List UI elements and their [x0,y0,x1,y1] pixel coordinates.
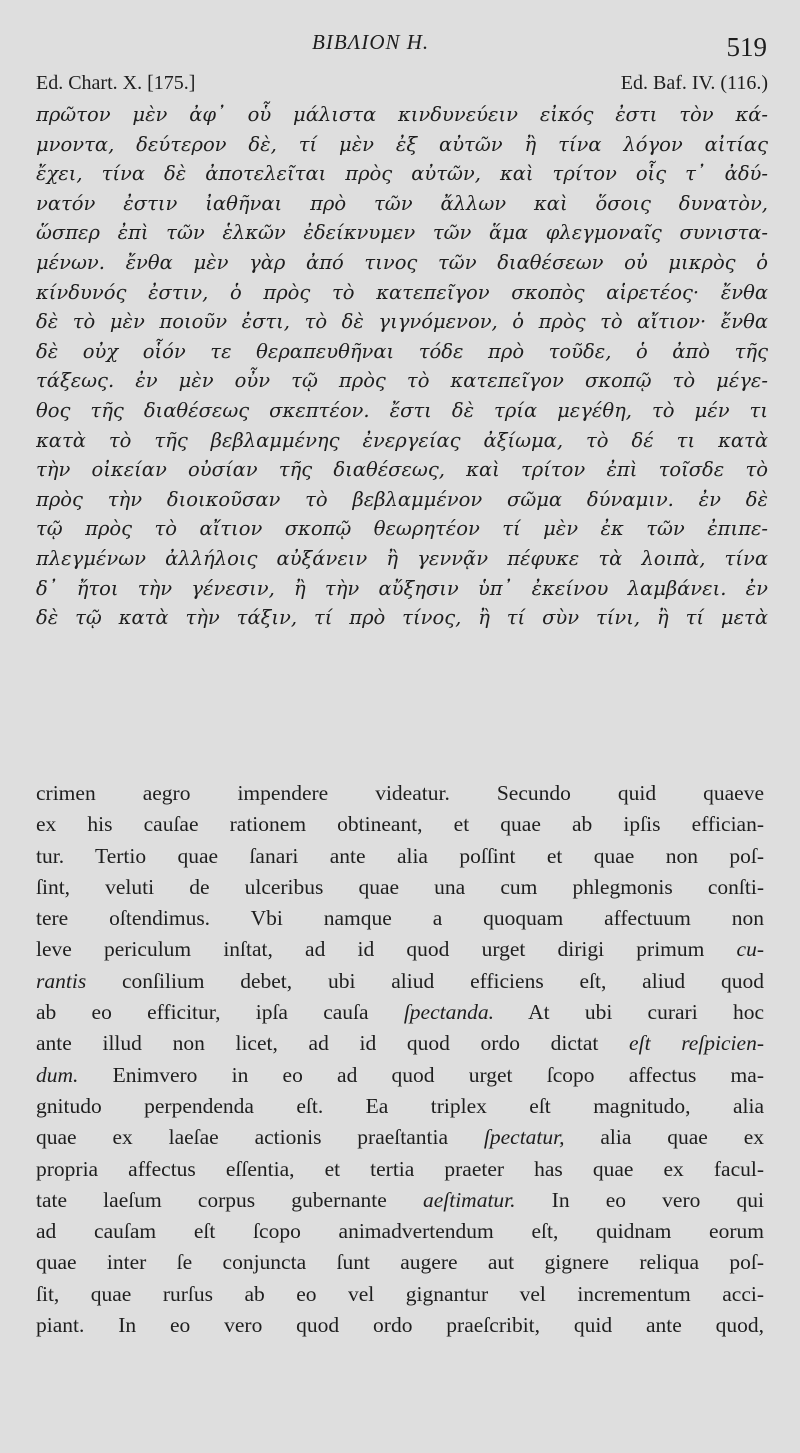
latin-text-line [36,1091,764,1122]
latin-segment: ſit, quae rurſus ab eo vel gignantur vel incrementum acci- [36,1281,764,1306]
latin-segment: Enimvero in eo ad quod urget ſcopo affectus ma- [78,1062,764,1087]
latin-segment: ſint, veluti de ulceribus quae una cum phlegmonis conſti- [36,874,764,899]
greek-text-line: ὥσπερ ἐπὶ τῶν ἑλκῶν ἐδείκνυμεν τῶν ἅμα φλεγμοναῖς συνιστα- [36,221,768,245]
greek-text-block [36,100,768,633]
latin-text-line [36,1185,764,1216]
latin-segment: tate laeſum corpus gubernante [36,1187,423,1212]
greek-text-line: τάξεως. ἐν μὲν οὖν τῷ πρὸς τὸ κατεπεῖγον σκοπῷ τὸ μέγε- [36,369,768,393]
latin-segment: tur. Tertio quae ſanari ante alia poſſint et quae non poſ- [36,843,764,868]
latin-text-line [36,934,764,965]
latin-text-line [36,778,764,809]
latin-text-line [36,809,764,840]
greek-text-line: δὲ τῷ κατὰ τὴν τάξιν, τί πρὸ τίνος, ἢ τί σὺν τίνι, ἢ τί μετὰ [36,606,768,630]
greek-text-line: δ᾽ ἤτοι τὴν γένεσιν, ἢ τὴν αὔξησιν ὑπ᾽ ἐκείνου λαμβάνει. ἐν [36,576,768,600]
book-title: ΒΙΒΛΙΟΝ Η. [312,30,430,54]
latin-text-line [36,997,764,1028]
latin-text-line [36,903,764,934]
latin-segment: quae inter ſe conjuncta ſunt augere aut gignere reliqua poſ- [36,1250,764,1275]
latin-segment: In eo vero qui [515,1187,764,1212]
greek-text-line: δὲ τὸ μὲν ποιοῦν ἐστι, τὸ δὲ γιγνόμενον, ὁ πρὸς τὸ αἴτιον· ἔνθα [36,310,768,334]
latin-segment: ante illud non licet, ad id quod ordo dictat [36,1031,630,1056]
latin-segment: piant. In eo vero quod ordo praeſcribit, quid ante quod, [36,1313,764,1338]
latin-text-line [36,1310,764,1341]
greek-text-line: πλεγμένων ἀλλήλοις αὐξάνειν ἢ γεννᾷν πέφυκε τὰ λοιπὰ, τίνα [36,546,768,570]
latin-segment: gnitudo perpendenda eſt. Ea triplex eſt magnitudo, alia [36,1093,764,1118]
greek-text-line: κίνδυνός ἐστιν, ὁ πρὸς τὸ κατεπεῖγον σκοπὸς αἱρετέος· ἔνθα [36,280,768,304]
latin-italic-segment: ſpectanda. [403,1000,494,1025]
greek-text-line: μένων. ἔνθα μὲν γὰρ ἀπό τινος τῶν διαθέσεων οὐ μικρὸς ὁ [36,250,768,274]
latin-text-line [36,1247,764,1278]
greek-text-line: θος τῆς διαθέσεως σκεπτέον. ἔστι δὲ τρία μεγέθη, τὸ μέν τι [36,398,768,422]
latin-segment: leve periculum inſtat, ad id quod urget dirigi primum [36,937,737,962]
latin-italic-segment: rantis [36,968,87,993]
latin-segment: tere oſtendimus. Vbi namque a quoquam affectuum non [36,906,764,931]
latin-text-line [36,1216,764,1247]
latin-segment: ad cauſam eſt ſcopo animadvertendum eſt, quidnam eorum [36,1219,764,1244]
latin-segment: propria affectus eſſentia, et tertia praeter has quae ex facul- [36,1156,764,1181]
latin-text-line [36,1279,764,1310]
greek-text-line: κατὰ τὸ τῆς βεβλαμμένης ἐνεργείας ἀξίωμα, τὸ δέ τι κατὰ [36,428,768,452]
latin-italic-segment: cu- [736,937,764,962]
latin-text-line [36,1028,764,1059]
latin-segment: conſilium debet, ubi aliud efficiens eſt, aliud quod [86,968,764,993]
latin-segment: ab eo efficitur, ipſa cauſa [36,1000,404,1025]
greek-text-line: τῷ πρὸς τὸ αἴτιον σκοπῷ θεωρητέον τί μὲν ἐκ τῶν ἐπιπε- [36,517,768,541]
latin-segment: At ubi curari hoc [494,1000,764,1025]
latin-segment: ex his cauſae rationem obtineant, et quae ab ipſis effician- [36,812,764,837]
edition-reference-line [36,72,768,98]
running-head [0,30,800,60]
latin-italic-segment: ſpectatur, [483,1125,565,1150]
latin-segment: alia quae ex [564,1125,764,1150]
latin-text-line [36,966,764,997]
greek-text-line: πρὸς τὴν διοικοῦσαν τὸ βεβλαμμένον σῶμα δύναμιν. ἐν δὲ [36,487,768,511]
latin-text-line [36,872,764,903]
latin-segment: quae ex laeſae actionis praeſtantia [36,1125,484,1150]
edition-reference-basel: Ed. Baf. IV. (116.) [620,72,768,94]
page-number: 519 [726,32,767,62]
greek-text-line: δὲ οὐχ οἷόν τε θεραπευθῆναι τόδε πρὸ τοῦδε, ὁ ἀπὸ τῆς [36,339,768,363]
greek-text-line: ἔχει, τίνα δὲ ἀποτελεῖται πρὸς αὐτῶν, καὶ τρίτον οἷς τ᾽ ἀδύ- [36,162,768,186]
edition-reference-chartier: Ed. Chart. X. [175.] [36,72,196,94]
latin-segment: crimen aegro impendere videatur. Secundo quid quaeve [36,781,764,805]
latin-italic-segment: eſt reſpicien- [629,1031,764,1056]
latin-italic-segment: dum. [36,1062,79,1087]
latin-text-line [36,1122,764,1153]
greek-text-line: νατόν ἐστιν ἰαθῆναι πρὸ τῶν ἄλλων καὶ ὅσοις δυνατὸν, [36,191,768,215]
latin-translation-block [36,778,764,1341]
latin-text-line [36,1060,764,1091]
greek-text-line: μνοντα, δεύτερον δὲ, τί μὲν ἐξ αὐτῶν ἢ τίνα λόγον αἰτίας [36,132,768,156]
latin-text-line [36,1154,764,1185]
greek-text-line: πρῶτον μὲν ἀφ᾽ οὗ μάλιστα κινδυνεύειν εἰκός ἐστι τὸν κά- [36,103,768,126]
greek-text-line: τὴν οἰκείαν οὐσίαν τῆς διαθέσεως, καὶ τρίτον ἐπὶ τοῖσδε τὸ [36,458,768,482]
latin-italic-segment: aeſtimatur. [422,1187,516,1212]
latin-text-line [36,841,764,872]
